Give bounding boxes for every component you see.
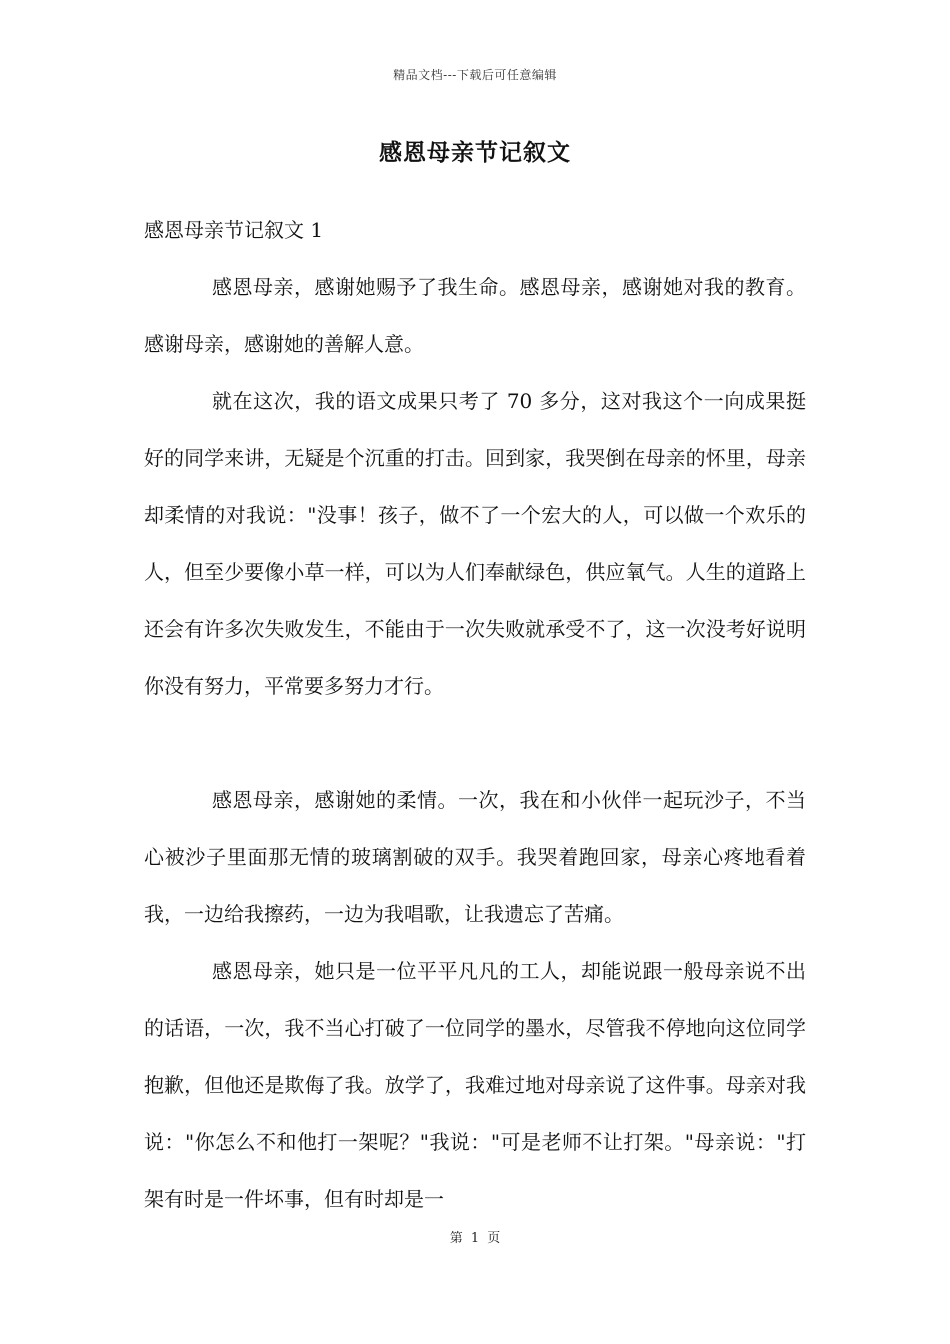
page-number: 第 1 页 xyxy=(449,1231,501,1246)
paragraph-2: 就在这次，我的语文成果只考了 70 多分，这对我这个一向成果挺好的同学来讲，无疑是个沉重的打击。回到家，我哭倒在母亲的怀里，母亲却柔情的对我说："没事！孩子，做不了一个宏大的人，可以做一个欢乐的人，但至少要像小草一样，可以为人们奉献绿色，供应氧气。人生的道路上还会有许多次失败发生，不能由于一次失败就承受不了，这一次没考好说明你没有努力，平常要多努力才行。 xyxy=(144,389,806,698)
document-title: 感恩母亲节记叙文 xyxy=(379,139,571,166)
paragraph-spacer xyxy=(144,715,806,772)
paragraph-3: 感恩母亲，感谢她的柔情。一次，我在和小伙伴一起玩沙子，不当心被沙子里面那无情的玻璃割破的双手。我哭着跑回家，母亲心疼地看着我，一边给我擦药，一边为我唱歌，让我遗忘了苦痛。 xyxy=(144,788,806,926)
header-note: 精品文档---下载后可任意编辑 xyxy=(393,68,557,82)
section-heading: 感恩母亲节记叙文 1 xyxy=(144,218,324,242)
paragraph-4: 感恩母亲，她只是一位平平凡凡的工人，却能说跟一般母亲说不出的话语，一次，我不当心打破了一位同学的墨水，尽管我不停地向这位同学抱歉，但他还是欺侮了我。放学了，我难过地对母亲说了这件事。母亲对我说："你怎么不和他打一架呢？"我说："可是老师不让打架。"母亲说："打架有时是一件坏事，但有时却是一 xyxy=(144,959,806,1211)
document-body xyxy=(144,202,806,1228)
paragraph-1: 感恩母亲，感谢她赐予了我生命。感恩母亲，感谢她对我的教育。感谢母亲，感谢她的善解人意。 xyxy=(144,275,806,356)
